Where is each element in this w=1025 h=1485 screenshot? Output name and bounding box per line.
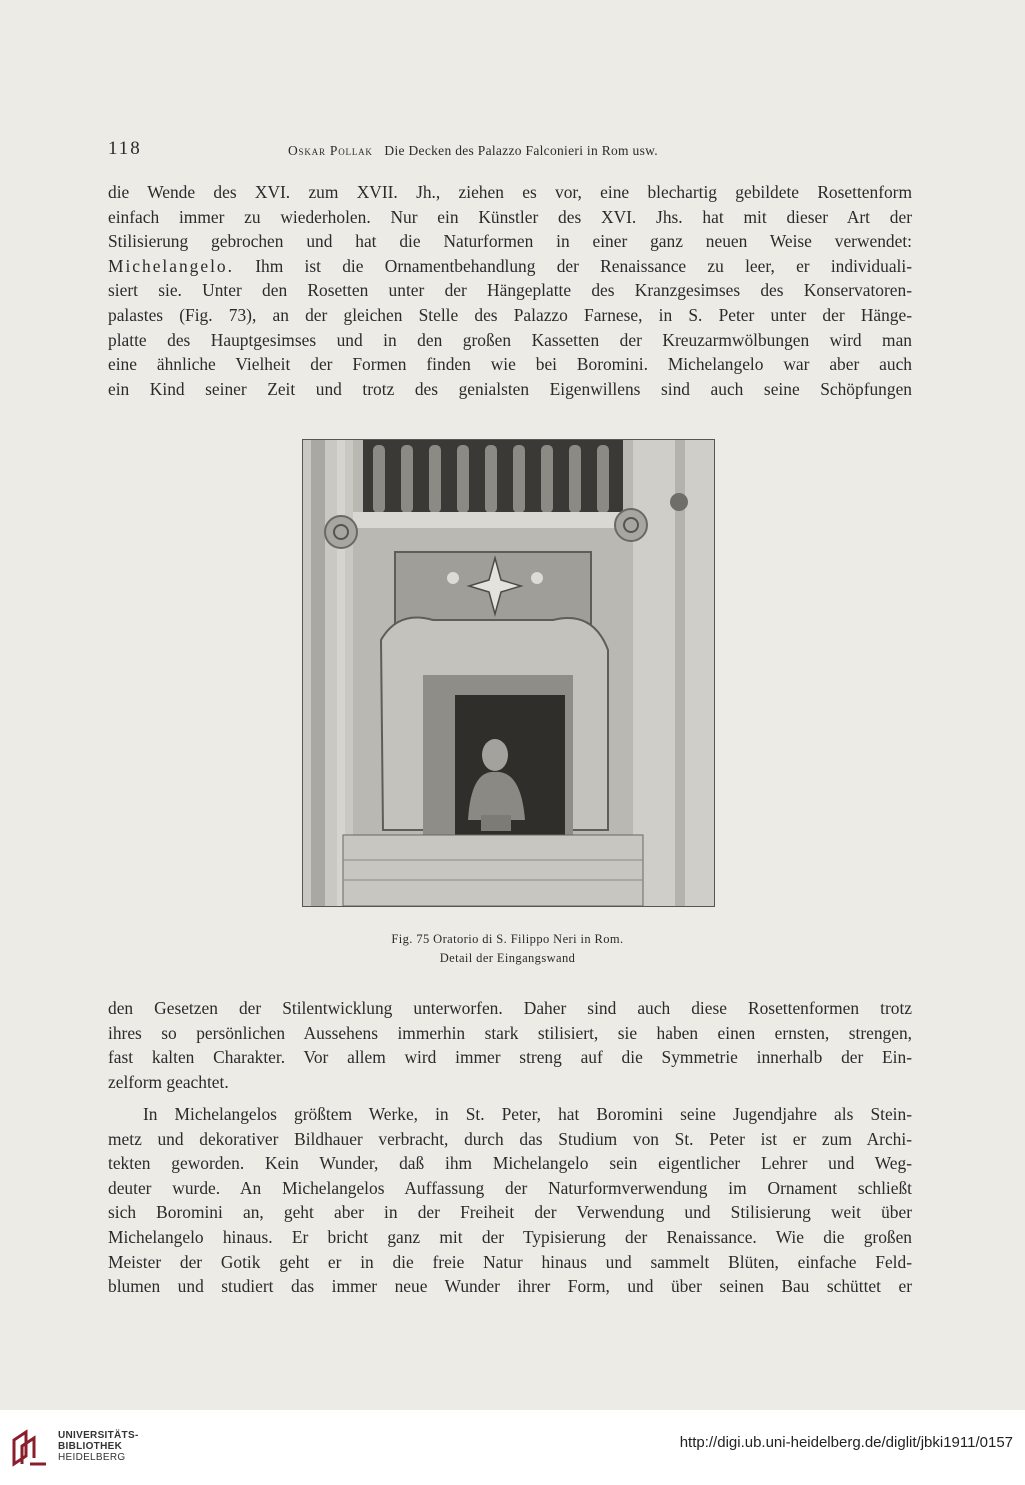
text-line: ein Kind seiner Zeit und trotz des genialsten Eigenwillens sind auch seine Schöpfungen: [108, 378, 912, 399]
text-line: fast kalten Charakter. Vor allem wird immer streng auf die Symmetrie innerhalb der Ein-: [108, 1047, 912, 1068]
library-name-line: HEIDELBERG: [58, 1452, 126, 1463]
paragraph-2: [108, 996, 912, 1094]
text-line: ihres so persönlichen Aussehens immerhin stark stilisiert, sie haben einen ernsten, strengen,: [108, 1022, 912, 1043]
library-name-line: BIBLIOTHEK: [58, 1441, 123, 1452]
figure-caption: [302, 930, 713, 968]
text-line: Michelangelo hinaus. Er bricht ganz mit der Typisierung der Renaissance. Wie die großen: [108, 1226, 912, 1247]
caption-line-1: Fig. 75 Oratorio di S. Filippo Neri in Rom.: [391, 932, 624, 946]
text-line: In Michelangelos größtem Werke, in St. Peter, hat Boromini seine Jugendjahre als Stein-: [143, 1104, 912, 1124]
text-line: Michelangelo. Ihm ist die Ornamentbehandlung der Renaissance zu leer, er individuali-: [108, 255, 912, 276]
text-line: Meister der Gotik geht er in die freie Natur hinaus und sammelt Blüten, einfache Feld-: [108, 1251, 912, 1272]
paragraph-3: [108, 1102, 912, 1299]
running-title: [288, 143, 658, 159]
running-header: [108, 138, 920, 164]
text-line: zelform geachtet.: [108, 1071, 229, 1092]
spaced-name: Michelangelo.: [108, 255, 234, 276]
figure-photograph: [302, 439, 715, 907]
header-author: Oskar Pollak: [288, 143, 373, 158]
text-line: einfach immer zu wiederholen. Nur ein Künstler des XVI. Jhs. hat mit dieser Art der: [108, 206, 912, 227]
oratorio-photo: [303, 440, 714, 906]
text-line: palastes (Fig. 73), an der gleichen Stelle des Palazzo Farnese, in S. Peter unter der Hänge-: [108, 304, 912, 325]
text-line: siert sie. Unter den Rosetten unter der Hängeplatte des Kranzgesimses des Konservatoren-: [108, 280, 912, 301]
digital-url-link[interactable]: http://digi.ub.uni-heidelberg.de/diglit/jbki1911/0157: [679, 1434, 1013, 1451]
caption-line-2: Detail der Eingangswand: [439, 951, 576, 965]
library-name: [58, 1430, 139, 1463]
text-line: die Wende des XVI. zum XVII. Jh., ziehen es vor, eine blechartig gebildete Rosettenform: [108, 182, 912, 202]
page-number: 118: [108, 138, 142, 159]
text-line: blumen und studiert das immer neue Wunder ihrer Form, und über seinen Bau schüttet er: [108, 1276, 912, 1297]
text-line: deuter wurde. An Michelangelos Auffassung der Naturformverwendung im Ornament schließt: [108, 1177, 912, 1198]
paragraph-1: [108, 180, 912, 401]
text-line: eine ähnliche Vielheit der Formen finden wie bei Boromini. Michelangelo war aber auch: [108, 354, 912, 375]
text-line: Stilisierung gebrochen und hat die Naturformen in einer ganz neuen Weise verwendet:: [108, 231, 912, 252]
library-footer: [0, 1410, 1025, 1485]
text-line: metz und dekorativer Bildhauer verbracht, durch das Studium von St. Peter ist er zum Archi-: [108, 1128, 912, 1149]
text-line: sich Boromini an, geht aber in der Freiheit der Verwendung und Stilisierung weit über: [108, 1202, 912, 1223]
text-line: tekten geworden. Kein Wunder, daß ihm Michelangelo sein eigentlicher Lehrer und Weg-: [108, 1153, 912, 1174]
text-line: den Gesetzen der Stilentwicklung unterworfen. Daher sind auch diese Rosettenformen trotz: [108, 998, 912, 1018]
text-line: platte des Hauptgesimses und in den großen Kassetten der Kreuzarmwölbungen wird man: [108, 329, 912, 350]
library-logo-icon: [10, 1428, 50, 1468]
header-title: Die Decken des Palazzo Falconieri in Rom usw.: [384, 143, 658, 158]
library-name-line: UNIVERSITÄTS-: [58, 1430, 139, 1441]
